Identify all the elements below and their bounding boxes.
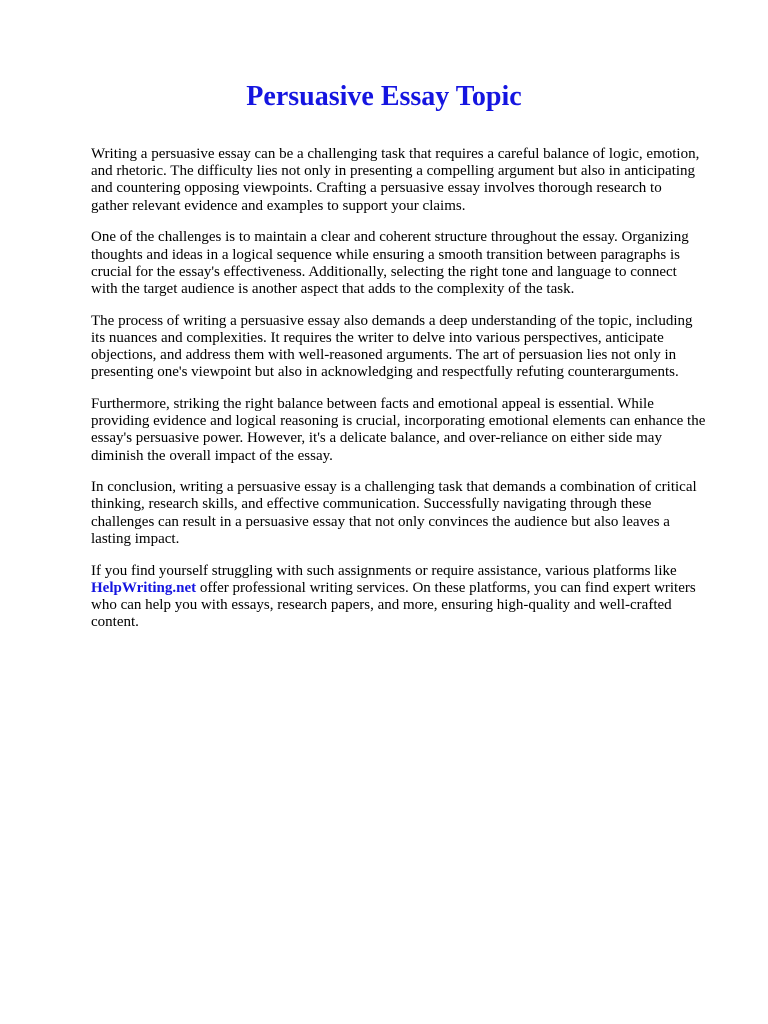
paragraph-line: challenges can result in a persuasive essay that not only convinces the audience but also leaves a [91,513,670,530]
paragraph-line: If you find yourself struggling with such assignments or require assistance, various platforms like [91,562,677,579]
paragraph-line-text: offer professional writing services. On these platforms, you can find expert writers [196,579,696,596]
paragraph-line-with-link [91,580,731,597]
paragraph-line: lasting impact. [91,530,180,547]
paragraph-line: its nuances and complexities. It requires the writer to delve into various perspectives, anticipate [91,329,664,346]
page-title: Persuasive Essay Topic [246,81,522,112]
essay-body [91,146,731,646]
paragraph-line: with the target audience is another aspect that adds to the complexity of the task. [91,280,575,297]
paragraph-5 [91,479,731,548]
paragraph-2 [91,229,731,298]
paragraph-4 [91,396,731,465]
paragraph-line: content. [91,614,139,631]
paragraph-line: Writing a persuasive essay can be a challenging task that requires a careful balance of logic, emotion, [91,146,700,162]
paragraph-line: providing evidence and logical reasoning is crucial, incorporating emotional elements can enhance the [91,413,706,430]
paragraph-line: essay's persuasive power. However, it's a delicate balance, and over-reliance on either side may [91,430,662,447]
paragraph-line: thinking, research skills, and effective communication. Successfully navigating through these [91,496,652,513]
paragraph-line: thoughts and ideas in a logical sequence while ensuring a smooth transition between paragraphs is [91,246,681,263]
paragraph-line: gather relevant evidence and examples to support your claims. [91,197,466,214]
helpwriting-link[interactable]: HelpWriting.net [91,579,197,596]
paragraph-line: who can help you with essays, research papers, and more, ensuring high-quality and well-crafted [91,596,672,613]
paragraph-line: One of the challenges is to maintain a clear and coherent structure throughout the essay. Organizing [91,229,689,246]
paragraph-line: The process of writing a persuasive essay also demands a deep understanding of the topic, including [91,312,693,329]
paragraph-line: and countering opposing viewpoints. Crafting a persuasive essay involves thorough research to [91,180,662,197]
paragraph-3 [91,313,731,382]
paragraph-1 [91,146,731,215]
paragraph-line: and rhetoric. The difficulty lies not only in presenting a compelling argument but also in anticipating [91,163,696,180]
paragraph-6 [91,563,731,632]
paragraph-line: In conclusion, writing a persuasive essay is a challenging task that demands a combination of critical [91,479,697,496]
paragraph-line: Furthermore, striking the right balance between facts and emotional appeal is essential. While [91,395,654,412]
paragraph-line: objections, and address them with well-reasoned arguments. The art of persuasion lies not only in [91,347,677,364]
paragraph-line: presenting one's viewpoint but also in acknowledging and respectfully refuting counterarguments. [91,364,679,381]
paragraph-line: diminish the overall impact of the essay. [91,447,333,464]
paragraph-line: crucial for the essay's effectiveness. Additionally, selecting the right tone and language to connect [91,263,677,280]
